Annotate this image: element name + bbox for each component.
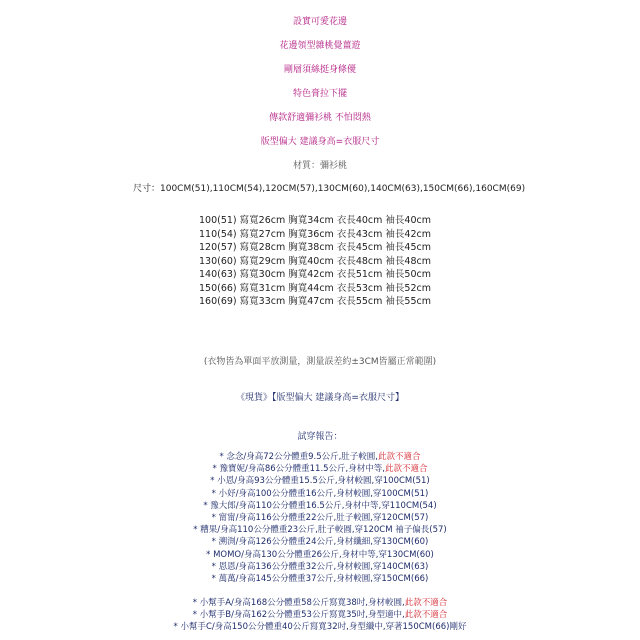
review-list — [0, 451, 640, 585]
review-item: * 豫寶妮/身高86公分體重11.5公斤,身材中等,此款不適合 — [212, 464, 428, 475]
intro-line-5: 傳款舒適彌衫桃 不怕悶熱 — [269, 113, 371, 123]
intro-line-2: 花邊領型雜桃覺薑遊 — [279, 41, 361, 51]
size-table — [199, 214, 431, 309]
size-row: 100(51) 寫寬26cm 胸寬34cm 衣長40cm 袖長40cm — [199, 215, 431, 226]
size-row: 130(60) 寫寬29cm 胸寬40cm 衣長48cm 袖長48cm — [199, 255, 431, 267]
size-row: 140(63) 寫寬30cm 胸寬42cm 衣長51cm 袖長50cm — [199, 269, 431, 280]
intro-line-3: 剛層須絲挺身條優 — [283, 65, 356, 75]
size-row: 120(57) 寫寬28cm 胸寬38cm 衣長45cm 袖長45cm — [199, 242, 431, 253]
intro-line-4: 特色膏拉下擺 — [292, 89, 347, 99]
size-row: 110(54) 寫寬27cm 胸寬36cm 衣長43cm 袖長42cm — [199, 228, 431, 240]
size-banner: 《現貨》【版型偏大 建議身高=衣服尺寸】 — [236, 393, 404, 403]
intro-line-6: 版型偏大 建議身高=衣服尺寸 — [260, 137, 380, 147]
review-item: * 豫大郎/身高110公分體重16.5公斤,身材中等,穿110CM(54) — [203, 500, 437, 511]
review-item: * MOMO/身高130公分體重26公斤,身材中等,穿130CM(60) — [206, 549, 434, 560]
review-item: * 小妤/身高100公分體重16公斤,身材較圓,穿100CM(51) — [211, 488, 429, 499]
review-item: * 小恩/身高93公分體重15.5公斤,身材較圓,穿100CM(51) — [210, 476, 430, 487]
intro-line-1: 設實可愛花邊 — [292, 17, 347, 27]
helper-review-list — [0, 597, 640, 634]
review-item: * 萬萬/身高145公分體重37公斤,身材較圓,穿150CM(66) — [211, 574, 429, 585]
review-item: * 糟果/身高110公分體重23公斤,肚子較圓,穿120CM 袖子偏長(57) — [193, 525, 447, 536]
review-item: * 小幫手B/身高162公分體重53公斤寫寬35吋,身型適中,此款不適合 — [192, 610, 448, 621]
review-title: 試穿報告： — [297, 432, 343, 442]
review-item: * 念念/身高72公分體重9.5公斤,肚子較圓,此款不適合 — [219, 452, 421, 462]
measure-note: (衣物皆為單面平放測量，測量誤差約±3CM皆屬正常範圍) — [203, 357, 437, 367]
review-item: * 小幫手A/身高168公分體重58公斤寫寬38吋,身材較圓,此款不適合 — [192, 598, 448, 608]
material-line: 材質：彌衫桃 — [292, 161, 347, 171]
size-row: 150(66) 寫寬31cm 胸寬44cm 衣長53cm 袖長52cm — [199, 282, 431, 294]
size-row: 160(69) 寫寬33cm 胸寬47cm 衣長55cm 袖長55cm — [199, 296, 431, 307]
review-item: * 溯渕/身高126公分體重24公斤,身材纖細,穿130CM(60) — [211, 537, 429, 548]
review-item: * 甯甯/身高116公分體重22公斤,肚子較圓,穿120CM(57) — [211, 513, 429, 524]
sizes-line: 尺寸：100CM(51),110CM(54),120CM(57),130CM(60),140CM(63),150CM(66),160CM(69) — [133, 184, 526, 194]
review-item: * 小幫手C/身高150公分體重40公斤寫寬32吋,身型纖中,穿著150CM(66)剛好 — [173, 622, 467, 633]
review-item: * 恩恩/身高136公分體重32公斤,身材較圓,穿140CM(63) — [211, 561, 429, 572]
